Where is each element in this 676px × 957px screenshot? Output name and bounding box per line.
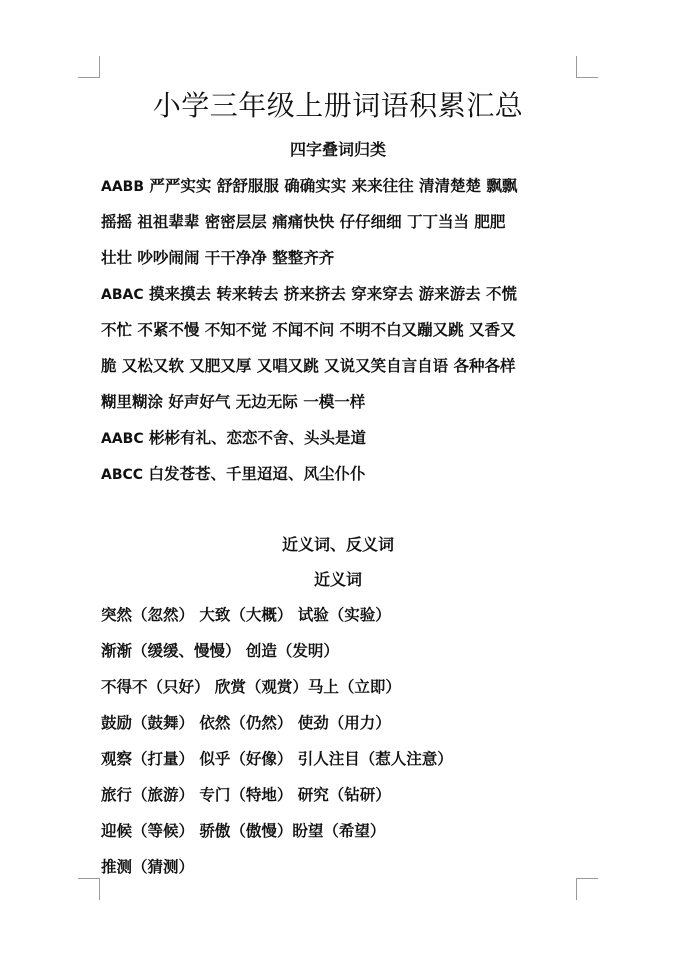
- word-list: 严严实实 舒舒服服 确确实实 来来往往 清清楚楚 飘飘: [149, 176, 518, 195]
- word-list: 脆 又松又软 又肥又厚 又唱又跳 又说又笑自言自语 各种各样: [101, 356, 516, 375]
- word-line: [101, 354, 591, 378]
- pattern-label: ABCC: [101, 467, 144, 483]
- word-list: 不忙 不紧不慢 不知不觉 不闻不问 不明不白又蹦又跳 又香又: [101, 320, 516, 339]
- synonym-line: 迎候（等候） 骄傲（傲慢）盼望（希望）: [101, 821, 386, 840]
- word-line: [101, 426, 591, 451]
- crop-mark-bottom-left-h: [78, 878, 100, 879]
- word-list: 壮壮 吵吵闹闹 干干净净 整整齐齐: [101, 248, 335, 267]
- word-list: 摇摇 祖祖辈辈 密密层层 痛痛快快 仔仔细细 丁丁当当 肥肥: [101, 212, 506, 231]
- section-heading-synonyms-antonyms: 近义词、反义词: [281, 535, 394, 554]
- crop-mark-top-left-h: [78, 77, 100, 78]
- crop-mark-bottom-right-v: [576, 878, 577, 900]
- page-title: 小学三年级上册词语积累汇总: [152, 89, 524, 122]
- synonym-line: 观察（打量） 似乎（好像） 引人注目（惹人注意）: [101, 749, 453, 768]
- crop-mark-top-right-v: [576, 56, 577, 78]
- synonym-line: 突然（忽然） 大致（大概） 试验（实验）: [101, 605, 391, 624]
- subheading-synonyms: 近义词: [313, 570, 362, 589]
- word-line: [101, 174, 591, 199]
- crop-mark-top-left-v: [99, 56, 100, 78]
- word-line: [101, 462, 591, 487]
- word-line: [101, 246, 591, 270]
- word-line: [101, 210, 591, 234]
- word-line: [101, 318, 591, 342]
- word-list: 彬彬有礼、恋恋不舍、头头是道: [149, 428, 367, 447]
- word-line: [101, 390, 591, 414]
- synonym-line: 旅行（旅游） 专门（特地） 研究（钻研）: [101, 785, 391, 804]
- word-list: 摸来摸去 转来转去 挤来挤去 穿来穿去 游来游去 不慌: [149, 284, 518, 303]
- word-list: 糊里糊涂 好声好气 无边无际 一模一样: [101, 392, 366, 411]
- pattern-label: AABC: [101, 431, 144, 447]
- pattern-label: AABB: [101, 179, 145, 195]
- crop-mark-bottom-left-v: [99, 878, 100, 900]
- synonym-line: 渐渐（缓缓、慢慢） 创造（发明）: [101, 641, 339, 660]
- word-list: 白发苍苍、千里迢迢、风尘仆仆: [148, 464, 366, 483]
- synonym-line: 鼓励（鼓舞） 依然（仍然） 使劲（用力）: [101, 713, 391, 732]
- synonym-line: 不得不（只好） 欣赏（观赏）马上（立即）: [101, 677, 401, 696]
- word-line: [101, 282, 591, 307]
- crop-mark-top-right-h: [576, 77, 598, 78]
- pattern-label: ABAC: [101, 287, 144, 303]
- section-heading-reduplication: 四字叠词归类: [289, 140, 386, 159]
- synonym-line: 推测（猜测）: [101, 857, 195, 876]
